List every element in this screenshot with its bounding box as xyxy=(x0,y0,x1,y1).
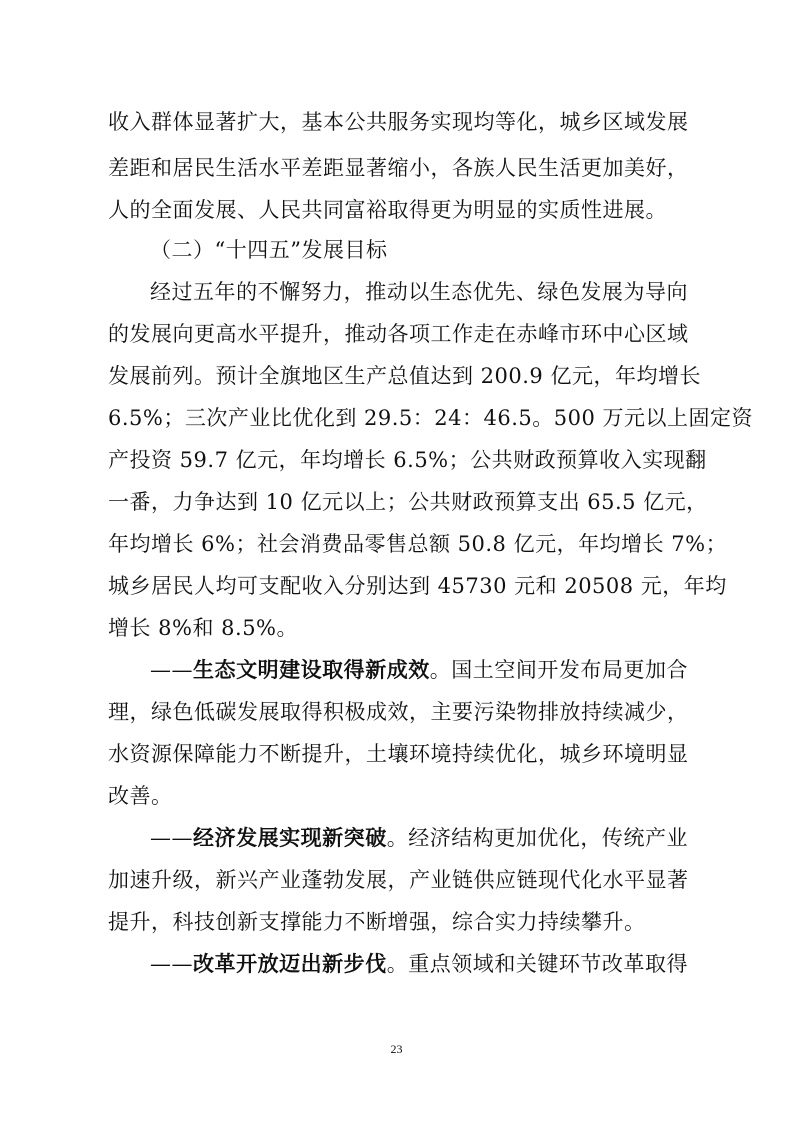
goal-econ-text: 。经济结构更加优化，传统产业 xyxy=(386,826,689,850)
goal-reform-text: 。重点领域和关键环节改革取得 xyxy=(386,952,689,976)
paragraph-line: 城乡居民人均可支配收入分别达到 45730 元和 20508 元，年均 xyxy=(108,574,727,598)
paragraph-line: 增长 8%和 8.5%。 xyxy=(108,616,299,640)
paragraph-line: 差距和居民生活水平差距显著缩小，各族人民生活更加美好， xyxy=(108,156,689,180)
paragraph-line: 年均增长 6%；社会消费品零售总额 50.8 亿元，年均增长 7%； xyxy=(108,532,728,556)
paragraph-line: 人的全面发展、人民共同富裕取得更为明显的实质性进展。 xyxy=(108,198,667,222)
paragraph-line: 经过五年的不懈努力，推动以生态优先、绿色发展为导向 xyxy=(150,280,688,304)
goal-eco-title: 生态文明建设取得新成效 xyxy=(193,657,430,682)
paragraph-line: 6.5%；三次产业比优化到 29.5：24：46.5。500 万元以上固定资 xyxy=(108,406,754,430)
goal-econ-lead xyxy=(150,825,688,851)
paragraph-line: 一番，力争达到 10 亿元以上；公共财政预算支出 65.5 亿元， xyxy=(108,490,708,514)
paragraph-line: 产投资 59.7 亿元，年均增长 6.5%；公共财政预算收入实现翻 xyxy=(108,448,707,472)
em-dash: —— xyxy=(150,826,193,850)
goal-eco-text: 。国土空间开发布局更加合 xyxy=(429,658,689,682)
paragraph-line: 提升，科技创新支撑能力不断增强，综合实力持续攀升。 xyxy=(108,910,646,934)
goal-reform-lead xyxy=(150,951,688,977)
paragraph-line: 理，绿色低碳发展取得积极成效，主要污染物排放持续减少， xyxy=(108,700,689,724)
section-heading: （二）“十四五”发展目标 xyxy=(150,238,388,262)
goal-reform-title: 改革开放迈出新步伐 xyxy=(193,951,387,976)
paragraph-line: 加速升级，新兴产业蓬勃发展，产业链供应链现代化水平显著 xyxy=(108,868,689,892)
page-number: 23 xyxy=(390,1042,403,1056)
paragraph-line: 发展前列。预计全旗地区生产总值达到 200.9 亿元，年均增长 xyxy=(108,364,701,388)
em-dash: —— xyxy=(150,658,193,682)
paragraph-line: 的发展向更高水平提升，推动各项工作走在赤峰市环中心区域 xyxy=(108,322,689,346)
goal-eco-lead xyxy=(150,657,688,683)
goal-econ-title: 经济发展实现新突破 xyxy=(193,825,387,850)
em-dash: —— xyxy=(150,952,193,976)
paragraph-line: 收入群体显著扩大，基本公共服务实现均等化，城乡区域发展 xyxy=(108,110,689,134)
paragraph-line: 改善。 xyxy=(108,784,173,808)
paragraph-line: 水资源保障能力不断提升，土壤环境持续优化，城乡环境明显 xyxy=(108,742,689,766)
